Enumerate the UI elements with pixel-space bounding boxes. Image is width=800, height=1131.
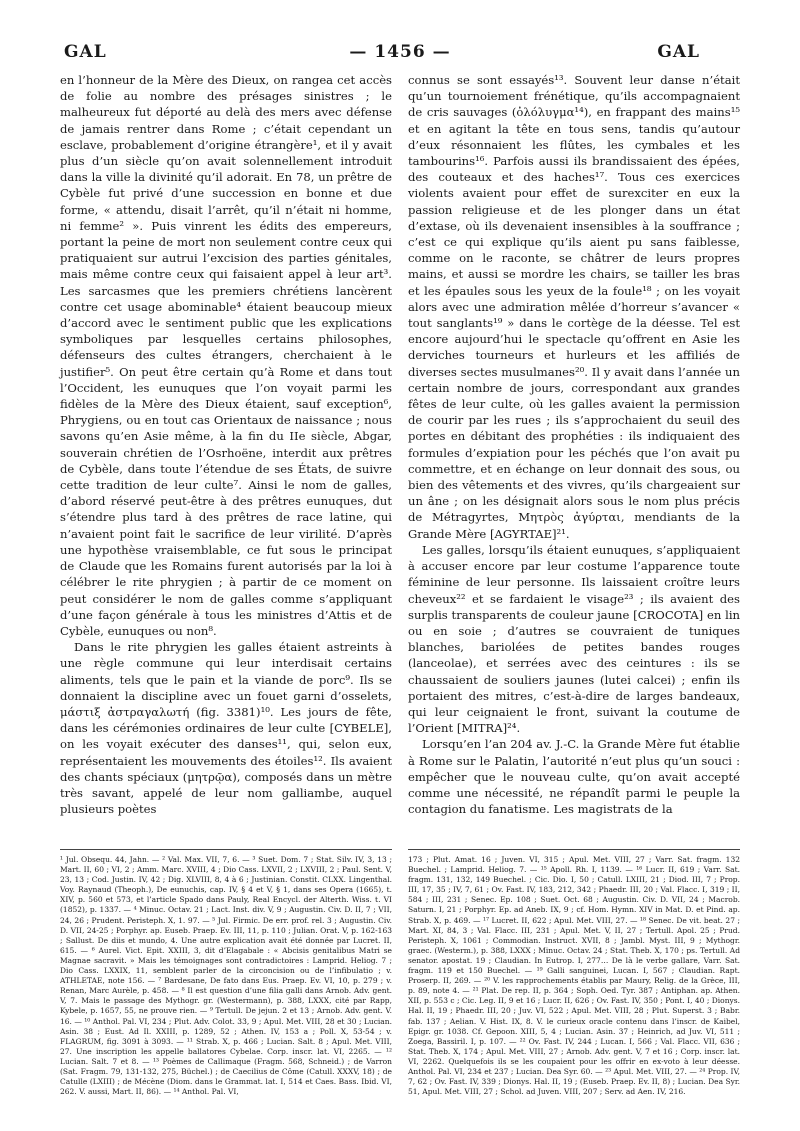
- left-column-body: [60, 72, 392, 840]
- two-column-layout: [60, 72, 740, 1102]
- footnote-rule: [60, 849, 392, 850]
- footnotes: ¹ Jul. Obsequ. 44, Jahn. — ² Val. Max. VII, 7, 6. — ³ Suet. Dom. 7 ; Stat. Silv. IV, 3, 13 ; Mart. II, 60 ; VI, 2 ; Amm. Marc. XVIII, 4 ; Dio Cass. LXVII, 2 ; LXVIII, 2 ; Paul. Sent. V, 23, 13 ; Cod. Justin. IV, 42 ; Dig. XLVIII, 8, 4 à 6 ; Justinian. Constit. CLXX. Lingenthal. Voy. Raynaud (Theoph.), De eunuchis, cap. IV, § 4 et V, § 1, dans ses Opera (1665), t. XIV, p. 560 et 573, et l’article Spado dans Pauly, Real Encycl. der Alterth. Wiss. t. VI (1852), p. 1337. — ⁴ Minuc. Octav. 21 ; Lact. Inst. div. V, 9 ; Augustin. Civ. D. II, 7 ; VII, 24, 26 ; Prudent. Peristeph. X, 1. 97. — ⁵ Jul. Firmic. De err. prof. rel. 3 ; Augustin. Civ. D. VII, 24-25 ; Porphyr. ap. Euseb. Praep. Ev. III, 11, p. 110 ; Julian. Orat. V, p. 162-163 ; Sallust. De diis et mundo, 4. Une autre explication avait été donnée par Lucret. II, 615. — ⁶ Aurel. Vict. Epit. XXIII, 3, dit d’Elagabale : « Abcisis genitalibus Matri se Magnae sacravit. » Mais les témoignages sont contradictoires : Lamprid. Heliog. 7 ; Dio Cass. LXXIX, 11, semblent parler de la circoncision ou de l’infibulatio ; v. ATHLETAE, note 156. — ⁷ Bardesane, De fato dans Eus. Praep. Ev. VI, 10, p. 279 ; v. Renan, Marc Aurèle, p. 458. — ⁸ Il est question d’une filia galli dans Arnob. Adv. gent. V, 7. Mais le passage des Mythogr. gr. (Westermann), p. 388, LXXX, cité par Rapp, Kybele, p. 1657, 55, ne prouve rien. — ⁹ Tertull. De jejun. 2 et 13 ; Arnob. Adv. gent. V. 16. — ¹⁰ Anthol. Pal. VI, 234 ; Plut. Adv. Colot. 33, 9 ; Apul. Met. VIII, 28 et 30 ; Lucian. Asin. 38 ; Eust. Ad Il. XXIII, p. 1289, 52 ; Athen. IV, 153 a ; Poll. X, 53-54 ; v. FLAGRUM, fig. 3091 à 3093. — ¹¹ Strab. X, p. 466 ; Lucian. Salt. 8 ; Apul. Met. VIII, 27. Une inscription les appelle ballatores Cybelae. Corp. inscr. lat. VI, 2265. — ¹² Lucian. Salt. 7 et 8. — ¹³ Poèmes de Callimaque (Fragm. 568, Schneid.) ; de Varron (Sat. Fragm. 79, 131-132, 275, Büchel.) ; de Caecilius de Côme (Catull. XXXV, 18) ; de Catulle (LXIII) ; de Mécène (Diom. dans le Grammat. lat. I, 514 et Caes. Bass. Ibid. VI, 262. V. aussi, Mart. II, 86). — ¹⁴ Anthol. Pal. VI,: [60, 855, 392, 1097]
- page-number: — 1456 —: [349, 42, 451, 62]
- right-footnotes-area: [408, 855, 740, 1097]
- paragraph: en l’honneur de la Mère des Dieux, on rangea cet accès de folie au nombre des présages sinistres ; le malheureux fut déporté au delà des mers avec défense de jamais rentrer dans Rome ; c’était cependant un esclave, probablement d’origine étrangère¹, et il y avait plus d’un siècle qu’on avait solennellement introduit dans la ville la divinité qu’il adorait. En 78, un prêtre de Cybèle fut privé d’une succession en bonne et due forme, « attendu, disait l’arrêt, qu’il n’était ni homme, ni femme² ». Puis vinrent les édits des empereurs, portant la peine de mort non seulement contre ceux qui pratiquaient sur autrui l’excision des parties génitales, mais même contre ceux qui faisaient appel à leur art³. Les sarcasmes que les premiers chrétiens lancèrent contre cet usage abominable⁴ étaient beaucoup mieux d’accord avec le sentiment public que les explications symboliques par lesquelles certains philosophes, défenseurs des cultes étrangers, cherchaient à le justifier⁵. On peut être certain qu’à Rome et dans tout l’Occident, les eunuques que l’on voyait parmi les fidèles de la Mère des Dieux étaient, sauf exception⁶, Phrygiens, ou en tout cas Orientaux de naissance ; nous savons qu’en Asie même, à la fin du IIe siècle, Abgar, souverain chrétien de l’Osrhoëne, interdit aux prêtres de Cybèle, dans toute l’étendue de ses États, de suivre cette tradition de leur culte⁷. Ainsi le nom de galles, d’abord réservé peut-être à des prêtres eunuques, dut s’étendre plus tard à des prêtres de race latine, qui n’avaient point fait le sacrifice de leur virilité. D’après une hypothèse vraisemblable, ce fut sous le principat de Claude que les Romains furent autorisés par la loi à célébrer le rite phrygien ; à partir de ce moment on peut considérer le nom de galles comme s’appliquant d’une façon générale à tous les ministres d’Attis et de Cybèle, eunuques ou non⁸.: [60, 73, 392, 638]
- page-header: [60, 40, 740, 68]
- paragraph: Dans le rite phrygien les galles étaient astreints à une règle commune qui leur interdisait certains aliments, tels que le pain et la viande de porc⁹. Ils se donnaient la discipline avec un fouet garni d’osselets, μάστιξ ἀστραγαλωτή (fig. 3381)¹⁰. Les jours de fête, dans les cérémonies ordinaires de leur culte [CYBELE], on les voyait exécuter des danses¹¹, qui, selon eux, représentaient les mouvements des étoiles¹². Ils avaient des chants spéciaux (μητρῷα), composés dans un mètre très savant, appelé de leur nom galliambe, auquel plusieurs poètes: [60, 640, 392, 817]
- right-column-body: [408, 72, 740, 840]
- footnote-rule: [408, 849, 740, 850]
- paragraph: Lorsqu’en l’an 204 av. J.-C. la Grande Mère fut établie à Rome sur le Palatin, l’autorité n’eut plus qu’un souci : empêcher que le nouveau culte, qu’on avait accepté comme une nécessité, ne répandît parmi le peuple la contagion du fanatisme. Les magistrats de la: [408, 737, 740, 817]
- dictionary-page: [60, 40, 740, 1100]
- running-head-left: GAL: [64, 42, 107, 62]
- paragraph: Les galles, lorsqu’ils étaient eunuques, s’appliquaient à accuser encore par leur costume l’apparence toute féminine de leur personne. Ils laissaient croître leurs cheveux²² et se fardaient le visage²³ ; ils avaient des surplis transparents de couleur jaune [CROCOTA] en lin ou en soie ; d’autres se couvraient de tuniques blanches, bariolées de petites bandes rouges (lanceolae), et serrées avec des ceintures : ils se chaussaient de souliers jaunes (lutei calcei) ; enfin ils portaient des mitres, c’est-à-dire de larges bandeaux, qui leur ceignaient le front, suivant la coutume de l’Orient [MITRA]²⁴.: [408, 542, 740, 736]
- footnotes: 173 ; Plut. Amat. 16 ; Juven. VI, 315 ; Apul. Met. VIII, 27 ; Varr. Sat. fragm. 132 Buechel. ; Lamprid. Heliog. 7. — ¹⁵ Apoll. Rh. I, 1139. — ¹⁶ Lucr. II, 619 ; Varr. Sat. fragm. 131, 132, 149 Buechel. ; Cic. Dio. I, 50 ; Catull. LXIII, 21 ; Diod. III, 7 ; Prop. III, 17, 35 ; IV, 7, 61 ; Ov. Fast. IV, 183, 212, 342 ; Phaedr. III, 20 ; Val. Flacc. I, 319 ; II, 584 ; III, 231 ; Senec. Ep. 108 ; Suet. Oct. 68 ; Augustin. Civ. D. VII, 24 ; Macrob. Saturn. I, 21 ; Porphyr. Ep. ad Aneb. IX, 9 ; cf. Hom. Hymn. XIV in Mat. D. et Pind. ap. Strab. X, p. 469. — ¹⁷ Lucret. II, 622 ; Apul. Met. VIII, 27. — ¹⁸ Senec. De vit. beat. 27 ; Mart. XI, 84, 3 ; Val. Flacc. III, 231 ; Apul. Met. V, II, 27 ; Tertull. Apol. 25 ; Prud. Peristeph. X, 1061 ; Commodian. Instruct. XVII, 8 ; Jambl. Myst. III, 9 ; Mythogr. graec. (Westerm.), p. 388, LXXX ; Minuc. Octav. 24 ; Stat. Theb. X, 170 ; ps. Tertull. Ad senator. apostat. 19 ; Claudian. In Eutrop. I, 277… De là le verbe gallare, Varr. Sat. fragm. 119 et 150 Buechel. — ¹⁹ Galli sanguinei, Lucan. I, 567 ; Claudian. Rapt. Proserp. II, 269. — ²⁰ V. les rapprochements établis par Maury, Relig. de la Grèce, III, p. 89, note 4. — ²¹ Plat. De rep. II, p. 364 ; Soph. Oed. Tyr. 387 ; Antiphan. ap. Athen. XII, p. 553 c ; Cic. Leg. II, 9 et 16 ; Lucr. II, 626 ; Ov. Fast. IV, 350 ; Pont. I, 40 ; Dionys. Hal. II, 19 ; Phaedr. III, 20 ; Juv. VI, 522 ; Apul. Met. VIII, 28 ; Plut. Superst. 3 ; Babr. fab. 137 ; Aelian. V. Hist. IX, 8. V. le curieux oracle contenu dans l’inscr. de Kaibel, Epigr. gr. 1038. Cf. Gepoon. XIII, 5, 4 ; Lucian. Asin. 37 ; Heinrich, ad Juv. VI, 511 ; Zoega, Bassiril. I, p. 107. — ²² Ov. Fast. IV, 244 ; Lucan. I, 566 ; Val. Flacc. VII, 636 ; Stat. Theb. X, 174 ; Apul. Met. VIII, 27 ; Arnob. Adv. gent. V, 7 et 16 ; Corp. inscr. lat. VI, 2262. Quelquefois ils se les coupaient pour les offrir en ex-voto à leur déesse. Anthol. Pal. VI, 234 et 237 ; Lucian. Dea Syr. 60. — ²³ Apul. Met. VIII, 27. — ²⁴ Prop. IV, 7, 62 ; Ov. Fast. IV, 339 ; Dionys. Hal. II, 19 ; (Euseb. Praep. Ev. II, 8) ; Lucian. Dea Syr. 51, Apul. Met. VIII, 27 ; Schol. ad Juven. VIII, 207 ; Serv. ad Aen. IV, 216.: [408, 855, 740, 1097]
- paragraph: connus se sont essayés¹³. Souvent leur danse n’était qu’un tournoiement frénétique, qu’ils accompagnaient de cris sauvages (ὀλόλυγμα¹⁴), en frappant des mains¹⁵ et en agitant la tête en tous sens, tandis qu’autour d’eux résonnaient les flûtes, les cymbales et les tambourins¹⁶. Parfois aussi ils brandissaient des épées, des couteaux et des haches¹⁷. Tous ces exercices violents avaient pour effet de surexciter en eux la passion religieuse et de les plonger dans un état d’extase, où ils devenaient insensibles à la souffrance ; c’est ce qui explique qu’ils aient pu sans faiblesse, comme on le raconte, se châtrer de leurs propres mains, et aussi se mordre les chairs, se tailler les bras et les épaules sous les yeux de la foule¹⁸ ; on les voyait alors avec une admiration mêlée d’horreur s’avancer « tout sanglants¹⁹ » dans le cortège de la déesse. Tel est encore aujourd’hui le spectacle qu’offrent en Asie les derviches tourneurs et hurleurs et les affiliés de diverses sectes musulmanes²⁰. Il y avait dans l’année un certain nombre de jours, correspondant aux grandes fêtes de leur culte, où les galles avaient la permission de courir par les rues ; ils s’approchaient du seuil des portes en débitant des prophéties : ils indiquaient des formules d’expiation pour les péchés que l’on avait pu commettre, et en échange on leur donnait des sous, ou bien des vêtements et des vivres, qu’ils chargeaient sur un âne ; on les désignait alors sous le nom plus précis de Métragyrtes, Μητρὸς ἀγύρται, mendiants de la Grande Mère [AGYRTAE]²¹.: [408, 73, 740, 541]
- running-head-right: GAL: [657, 42, 700, 62]
- left-column: [60, 72, 392, 1097]
- left-footnotes-area: [60, 855, 392, 1097]
- right-column: [408, 72, 740, 1097]
